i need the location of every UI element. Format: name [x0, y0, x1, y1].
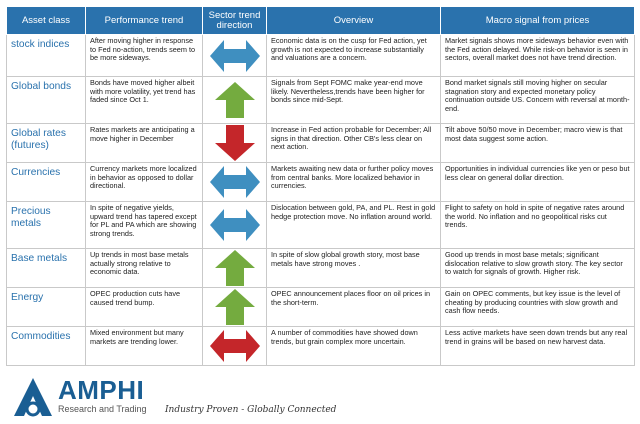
footer — [0, 372, 640, 424]
table-row — [7, 35, 635, 77]
performance-trend-cell: Mixed environment but many markets are trending lower. — [86, 327, 203, 366]
macro-signal-cell: Opportunities in individual currencies like yen or peso but less clear on general dollar direction. — [441, 163, 635, 202]
macro-signal-table — [6, 6, 635, 366]
performance-trend-cell: Rates markets are anticipating a move higher in December — [86, 124, 203, 163]
overview-cell: Economic data is on the cusp for Fed action, yet growth is not expected to increase substantially and valuations are a concern. — [267, 35, 441, 77]
overview-cell: A number of commodities have showed down trends, but grain complex more uncertain. — [267, 327, 441, 366]
overview-cell: Signals from Sept FOMC make year-end move likely. Nevertheless,trends have been higher for bonds since mid-Sept. — [267, 77, 441, 124]
overview-cell: Markets awaiting new data or further policy moves from central banks. More localized behavior in currencies. — [267, 163, 441, 202]
asset-class-cell: Global rates (futures) — [7, 124, 86, 163]
asset-class-cell: Precious metals — [7, 202, 86, 249]
performance-trend-cell: Currency markets more localized in behavior as opposed to dollar directional. — [86, 163, 203, 202]
mixed-arrow-icon — [208, 327, 262, 365]
macro-signal-cell: Less active markets have seen down trends but any real trend in grains will be based on new harvest data. — [441, 327, 635, 366]
overview-cell: OPEC announcement places floor on oil prices in the short-term. — [267, 288, 441, 327]
performance-trend-cell: In spite of negative yields, upward trend has tapered except for PL and PA which are showing strong trends. — [86, 202, 203, 249]
up-arrow-icon — [208, 288, 262, 326]
tagline: Industry Proven - Globally Connected — [165, 405, 337, 415]
overview-cell: Increase in Fed action probable for December; All signs in that direction. Other CB's less clear on next action. — [267, 124, 441, 163]
header-asset-class: Asset class — [7, 7, 86, 35]
sector-direction-cell — [203, 163, 267, 202]
performance-trend-cell: Bonds have moved higher albeit with more volatility, yet trend has faded since Oct 1. — [86, 77, 203, 124]
sector-direction-cell — [203, 202, 267, 249]
table-row — [7, 288, 635, 327]
performance-trend-cell: Up trends in most base metals actually strong relative to economic data. — [86, 249, 203, 288]
header-sector-trend-direction: Sector trend direction — [203, 7, 267, 35]
asset-class-cell: stock indices — [7, 35, 86, 77]
sector-direction-cell — [203, 288, 267, 327]
asset-class-cell: Energy — [7, 288, 86, 327]
sideways-arrow-icon — [208, 163, 262, 201]
asset-class-cell: Commodities — [7, 327, 86, 366]
performance-trend-cell: OPEC production cuts have caused trend bump. — [86, 288, 203, 327]
down-arrow-icon — [208, 124, 262, 162]
macro-signal-cell: Good up trends in most base metals; significant dislocation relative to slow growth story. The key sector to watch for signals of growth. Higher risk. — [441, 249, 635, 288]
macro-signal-cell: Gain on OPEC comments, but key issue is the level of cheating by producing countries with slow growth and cash flow needs. — [441, 288, 635, 327]
asset-class-cell: Currencies — [7, 163, 86, 202]
logo-name: AMPHI — [58, 375, 145, 405]
macro-signal-cell: Tilt above 50/50 move in December; macro view is that most data suggest some action. — [441, 124, 635, 163]
sector-direction-cell — [203, 124, 267, 163]
sideways-arrow-icon — [208, 37, 262, 75]
table-row — [7, 77, 635, 124]
header-overview: Overview — [267, 7, 441, 35]
macro-signal-cell: Market signals shows more sideways behavior even with the Fed action delayed. While risk-on behavior is seen in sectors, overall market does not have trend direction. — [441, 35, 635, 77]
sector-direction-cell — [203, 249, 267, 288]
table-row — [7, 249, 635, 288]
up-arrow-icon — [208, 249, 262, 287]
performance-trend-cell: After moving higher in response to Fed no-action, trends seem to be more sideways. — [86, 35, 203, 77]
table-header-row — [7, 7, 635, 35]
macro-signal-cell: Flight to safety on hold in spite of negative rates around the world. No inflation and no geopolitical risks cut trends. — [441, 202, 635, 249]
table-row — [7, 202, 635, 249]
amphi-logo-icon — [12, 376, 54, 420]
table-row — [7, 327, 635, 366]
macro-signal-cell: Bond market signals still moving higher on secular stagnation story and expected monetary policy continuation outside US. Concern with reversal at month-end. — [441, 77, 635, 124]
sector-direction-cell — [203, 327, 267, 366]
header-performance-trend: Performance trend — [86, 7, 203, 35]
up-arrow-icon — [208, 81, 262, 119]
sector-direction-cell — [203, 35, 267, 77]
sector-direction-cell — [203, 77, 267, 124]
header-macro-signal: Macro signal from prices — [441, 7, 635, 35]
logo-subtitle: Research and Trading — [58, 404, 147, 414]
sideways-arrow-icon — [208, 206, 262, 244]
overview-cell: In spite of slow global growth story, most base metals have strong moves . — [267, 249, 441, 288]
overview-cell: Dislocation between gold, PA, and PL. Rest in gold hedge protection move. No inflation around world. — [267, 202, 441, 249]
asset-class-cell: Base metals — [7, 249, 86, 288]
table-row — [7, 124, 635, 163]
asset-class-cell: Global bonds — [7, 77, 86, 124]
table-row — [7, 163, 635, 202]
